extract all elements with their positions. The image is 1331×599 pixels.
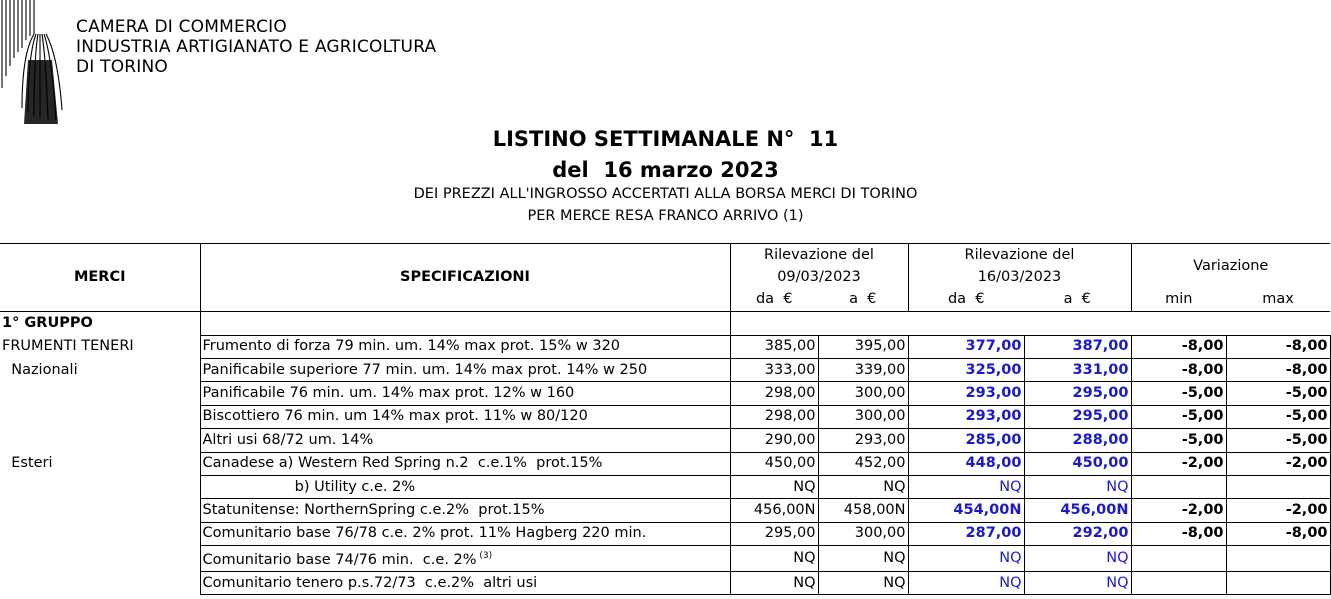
prev-da-cell: 456,00N (730, 499, 818, 522)
header-curr-label: Rilevazione del (908, 244, 1131, 267)
var-min-cell: -5,00 (1131, 405, 1226, 428)
merci-cell: Nazionali (0, 358, 200, 381)
curr-da-cell: 285,00 (908, 429, 1024, 452)
table-row (0, 382, 1330, 405)
curr-a-cell: 450,00 (1024, 452, 1131, 475)
var-min-cell (1131, 546, 1226, 572)
header-prev-a: a € (818, 289, 908, 312)
document-subtitle-2: PER MERCE RESA FRANCO ARRIVO (1) (527, 208, 804, 224)
header-prev-da: da € (730, 289, 818, 312)
spec-cell: Canadese a) Western Red Spring n.2 c.e.1% prot.15% (200, 452, 730, 475)
prev-a-cell: NQ (818, 571, 908, 594)
var-max-cell: -5,00 (1226, 429, 1330, 452)
table-row (0, 405, 1330, 428)
spec-cell: Altri usi 68/72 um. 14% (200, 429, 730, 452)
var-max-cell: -8,00 (1226, 358, 1330, 381)
var-min-cell: -8,00 (1131, 335, 1226, 358)
prev-da-cell: 450,00 (730, 452, 818, 475)
var-max-cell: -8,00 (1226, 335, 1330, 358)
header-prev-date: 09/03/2023 (730, 266, 908, 288)
table-row (0, 522, 1330, 545)
table-row (0, 475, 1330, 498)
merci-cell (0, 405, 200, 428)
chamber-logo-icon (0, 0, 66, 124)
spec-cell: Panificabile superiore 77 min. um. 14% max prot. 14% w 250 (200, 358, 730, 381)
prev-a-cell: 339,00 (818, 358, 908, 381)
curr-a-cell: 331,00 (1024, 358, 1131, 381)
curr-a-cell: NQ (1024, 475, 1131, 498)
org-line-3: DI TORINO (76, 57, 168, 77)
var-max-cell (1226, 546, 1330, 572)
prev-da-cell: 298,00 (730, 382, 818, 405)
spec-cell: Comunitario base 76/78 c.e. 2% prot. 11% Hagberg 220 min. (200, 522, 730, 545)
curr-a-cell: 292,00 (1024, 522, 1131, 545)
var-max-cell: -2,00 (1226, 499, 1330, 522)
prev-a-cell: 395,00 (818, 335, 908, 358)
curr-a-cell: NQ (1024, 546, 1131, 572)
curr-da-cell: 287,00 (908, 522, 1024, 545)
table-row (0, 429, 1330, 452)
document-date: del 16 marzo 2023 (552, 158, 779, 182)
prev-a-cell: 293,00 (818, 429, 908, 452)
group-label: 1° GRUPPO (0, 312, 200, 335)
var-max-cell (1226, 571, 1330, 594)
price-table (0, 243, 1331, 595)
var-min-cell: -5,00 (1131, 429, 1226, 452)
var-min-cell: -2,00 (1131, 452, 1226, 475)
var-min-cell (1131, 475, 1226, 498)
var-min-cell: -8,00 (1131, 358, 1226, 381)
merci-cell (0, 522, 200, 545)
var-min-cell: -5,00 (1131, 382, 1226, 405)
header-curr-da: da € (908, 289, 1024, 312)
curr-a-cell: 387,00 (1024, 335, 1131, 358)
var-max-cell: -5,00 (1226, 382, 1330, 405)
merci-cell (0, 546, 200, 572)
curr-da-cell: NQ (908, 571, 1024, 594)
header-prev-label: Rilevazione del (730, 244, 908, 267)
table-row (0, 335, 1330, 358)
footnote-marker: (3) (476, 551, 493, 562)
merci-cell (0, 499, 200, 522)
spec-cell: Comunitario tenero p.s.72/73 c.e.2% altri usi (200, 571, 730, 594)
prev-a-cell: NQ (818, 546, 908, 572)
curr-a-cell: 295,00 (1024, 382, 1131, 405)
prev-a-cell: 300,00 (818, 382, 908, 405)
prev-da-cell: NQ (730, 571, 818, 594)
spec-cell: b) Utility c.e. 2% (200, 475, 730, 498)
var-min-cell (1131, 571, 1226, 594)
var-max-cell: -8,00 (1226, 522, 1330, 545)
prev-a-cell: 300,00 (818, 522, 908, 545)
spec-cell: Biscottiero 76 min. um 14% max prot. 11% w 80/120 (200, 405, 730, 428)
spec-cell: Frumento di forza 79 min. um. 14% max prot. 15% w 320 (200, 335, 730, 358)
curr-a-cell: 295,00 (1024, 405, 1131, 428)
header-variazione: Variazione (1131, 244, 1330, 289)
merci-cell (0, 382, 200, 405)
var-max-cell: -5,00 (1226, 405, 1330, 428)
organization-name (76, 17, 436, 77)
prev-a-cell: 458,00N (818, 499, 908, 522)
curr-da-cell: 325,00 (908, 358, 1024, 381)
prev-da-cell: 298,00 (730, 405, 818, 428)
header-var-max: max (1226, 289, 1330, 312)
prev-a-cell: 300,00 (818, 405, 908, 428)
merci-cell (0, 429, 200, 452)
spec-cell: Panificabile 76 min. um. 14% max prot. 12% w 160 (200, 382, 730, 405)
document-title: LISTINO SETTIMANALE N° 11 (492, 127, 839, 151)
var-min-cell: -2,00 (1131, 499, 1226, 522)
document-subtitle-1: DEI PREZZI ALL'INGROSSO ACCERTATI ALLA BORSA MERCI DI TORINO (413, 186, 918, 202)
header-curr-date: 16/03/2023 (908, 266, 1131, 288)
curr-a-cell: NQ (1024, 571, 1131, 594)
merci-cell: Esteri (0, 452, 200, 475)
header-var-min: min (1131, 289, 1226, 312)
org-line-2: INDUSTRIA ARTIGIANATO E AGRICOLTURA (76, 37, 437, 57)
curr-da-cell: NQ (908, 475, 1024, 498)
curr-a-cell: 456,00N (1024, 499, 1131, 522)
prev-da-cell: 295,00 (730, 522, 818, 545)
table-row (0, 546, 1330, 572)
var-max-cell: -2,00 (1226, 452, 1330, 475)
var-max-cell (1226, 475, 1330, 498)
prev-da-cell: NQ (730, 546, 818, 572)
prev-da-cell: 385,00 (730, 335, 818, 358)
merci-cell (0, 571, 200, 594)
curr-a-cell: 288,00 (1024, 429, 1131, 452)
curr-da-cell: 454,00N (908, 499, 1024, 522)
header-merci: MERCI (0, 244, 200, 312)
prev-a-cell: NQ (818, 475, 908, 498)
org-line-1: CAMERA DI COMMERCIO (76, 17, 287, 37)
curr-da-cell: NQ (908, 546, 1024, 572)
table-row (0, 571, 1330, 594)
curr-da-cell: 293,00 (908, 382, 1024, 405)
curr-da-cell: 377,00 (908, 335, 1024, 358)
header-specificazioni: SPECIFICAZIONI (200, 244, 730, 312)
table-row (0, 499, 1330, 522)
curr-da-cell: 293,00 (908, 405, 1024, 428)
table-row (0, 452, 1330, 475)
prev-da-cell: 333,00 (730, 358, 818, 381)
curr-da-cell: 448,00 (908, 452, 1024, 475)
spec-cell: Comunitario base 74/76 min. c.e. 2% $^{(3)}$ (200, 546, 730, 572)
merci-cell (0, 475, 200, 498)
prev-da-cell: NQ (730, 475, 818, 498)
header-curr-a: a € (1024, 289, 1131, 312)
var-min-cell: -8,00 (1131, 522, 1226, 545)
merci-cell: FRUMENTI TENERI (0, 335, 200, 358)
prev-da-cell: 290,00 (730, 429, 818, 452)
spec-cell: Statunitense: NorthernSpring c.e.2% prot.15% (200, 499, 730, 522)
prev-a-cell: 452,00 (818, 452, 908, 475)
table-row (0, 358, 1330, 381)
